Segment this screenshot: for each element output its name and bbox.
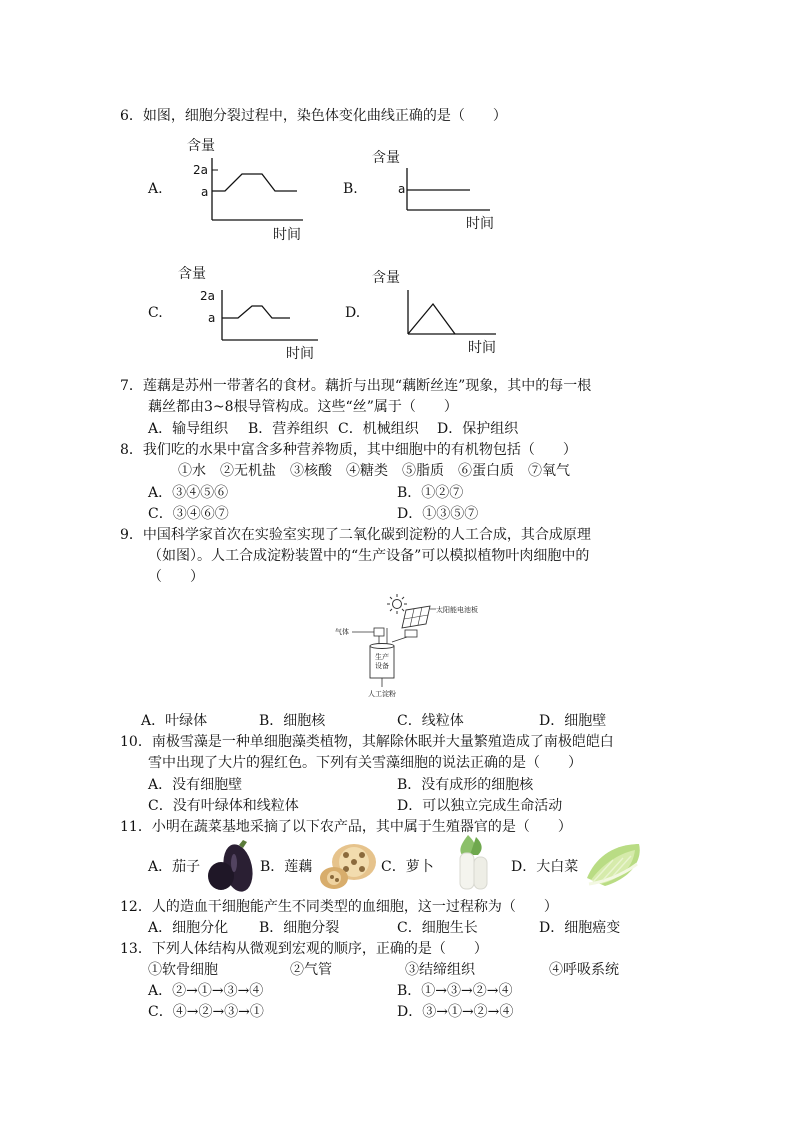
lotus-root-image — [318, 840, 378, 892]
q12-stem: 12．人的造血干细胞能产生不同类型的血细胞，这一过程称为（ ） — [120, 899, 558, 915]
graph-a-2a: 2a — [193, 163, 208, 177]
q13-option-b: B．①→③→②→④ — [397, 983, 513, 999]
q8-stem: 8．我们吃的水果中富含多种营养物质，其中细胞中的有机物包括（ ） — [120, 442, 577, 458]
graph-c-2a: 2a — [200, 289, 215, 303]
q7-stem-line2: 藕丝都由3~8根导管构成。这些“丝”属于（ ） — [148, 399, 458, 415]
q10-option-a: A．没有细胞壁 — [148, 777, 243, 793]
q9-stem-line2: （如图）。人工合成淀粉装置中的“生产设备”可以模拟植物叶肉细胞中的 — [148, 548, 590, 564]
q13-item-3: ③结缔组织 — [405, 962, 475, 978]
q10-option-d: D．可以独立完成生命活动 — [397, 798, 563, 814]
q11-option-a: A．茄子 — [148, 859, 201, 875]
q7-option-c: C．机械组织 — [338, 421, 419, 437]
graph-d-ylabel: 含量 — [372, 270, 400, 286]
q12-option-a: A．细胞分化 — [148, 920, 229, 936]
graph-a-ylabel: 含量 — [187, 138, 215, 154]
q8-items: ①水 ②无机盐 ③核酸 ④糖类 ⑤脂质 ⑥蛋白质 ⑦氧气 — [178, 463, 570, 479]
solar-label: 太阳能电池板 — [436, 606, 478, 614]
q8-option-c: C．③④⑥⑦ — [148, 506, 229, 522]
sun-icon — [387, 594, 407, 614]
q6-graph-a — [185, 134, 310, 244]
q6-option-b: B. — [343, 181, 358, 197]
q9-option-b: B．细胞核 — [259, 713, 326, 729]
q13-option-c: C．④→②→③→① — [148, 1004, 264, 1020]
q13-item-1: ①软骨细胞 — [148, 962, 218, 978]
q12-option-c: C．细胞生长 — [397, 920, 478, 936]
graph-a-a: a — [201, 185, 209, 199]
q8-option-a: A．③④⑤⑥ — [148, 485, 229, 501]
q7-option-b: B．营养组织 — [248, 421, 329, 437]
q6-option-d: D. — [345, 305, 361, 321]
device-label-1: 生产 — [375, 653, 389, 661]
solar-panel-icon — [402, 606, 430, 628]
graph-a-xlabel: 时间 — [273, 227, 301, 243]
graph-b-a: a — [398, 182, 406, 196]
graph-c-xlabel: 时间 — [286, 346, 314, 362]
q9-option-c: C．线粒体 — [397, 713, 464, 729]
q6-option-c: C. — [148, 305, 163, 321]
graph-c-ylabel: 含量 — [178, 266, 206, 282]
q13-option-d: D．③→①→②→④ — [397, 1004, 514, 1020]
q7-option-d: D．保护组织 — [437, 421, 519, 437]
q7-stem-line1: 7．莲藕是苏州一带著名的食材。藕折与出现“藕断丝连”现象，其中的每一根 — [120, 378, 592, 394]
q12-option-d: D．细胞癌变 — [539, 920, 621, 936]
q12-option-b: B．细胞分裂 — [259, 920, 340, 936]
q13-stem: 13．下列人体结构从微观到宏观的顺序，正确的是（ ） — [120, 941, 488, 957]
q9-stem-line3: （ ） — [148, 569, 204, 585]
q8-option-b: B．①②⑦ — [397, 485, 464, 501]
q10-option-c: C．没有叶绿体和线粒体 — [148, 798, 299, 814]
q9-option-d: D．细胞壁 — [539, 713, 607, 729]
production-device — [370, 644, 394, 679]
q11-stem: 11．小明在蔬菜基地采摘了以下农产品，其中属于生殖器官的是（ ） — [120, 819, 572, 835]
q10-option-b: B．没有成形的细胞核 — [397, 777, 534, 793]
q11-option-d: D．大白菜 — [511, 859, 579, 875]
output-label: 人工淀粉 — [368, 690, 396, 698]
q8-option-d: D．①③⑤⑦ — [397, 506, 479, 522]
q11-option-b: B．莲藕 — [260, 859, 313, 875]
q13-item-2: ②气管 — [290, 962, 332, 978]
graph-b-xlabel: 时间 — [466, 216, 494, 232]
q7-option-a: A．输导组织 — [148, 421, 229, 437]
q9-diagram — [332, 592, 492, 702]
q9-option-a: A．叶绿体 — [141, 713, 208, 729]
q6-graph-b — [370, 146, 498, 234]
device-label-2: 设备 — [375, 662, 389, 670]
gas-label: 气体 — [335, 628, 349, 636]
radish-image — [440, 833, 500, 893]
graph-c-a: a — [208, 311, 216, 325]
q9-stem-line1: 9．中国科学家首次在实验室实现了二氧化碳到淀粉的人工合成，其合成原理 — [120, 527, 591, 543]
q11-option-c: C．萝卜 — [381, 859, 434, 875]
q13-item-4: ④呼吸系统 — [549, 962, 619, 978]
eggplant-image — [203, 838, 261, 894]
q6-graph-d — [372, 266, 502, 356]
q6-option-a: A. — [148, 181, 163, 197]
chinese-cabbage-image — [583, 838, 645, 890]
q13-option-a: A．②→①→③→④ — [148, 983, 264, 999]
graph-b-ylabel: 含量 — [372, 150, 400, 166]
q6-stem: 6．如图，细胞分裂过程中，染色体变化曲线正确的是（ ） — [120, 108, 507, 124]
q6-graph-c — [178, 262, 328, 362]
graph-d-xlabel: 时间 — [468, 340, 496, 356]
q10-stem-line2: 雪中出现了大片的猩红色。下列有关雪藻细胞的说法正确的是（ ） — [148, 755, 582, 771]
q10-stem-line1: 10．南极雪藻是一种单细胞藻类植物，其解除休眠并大量繁殖造成了南极皑皑白 — [120, 734, 614, 750]
